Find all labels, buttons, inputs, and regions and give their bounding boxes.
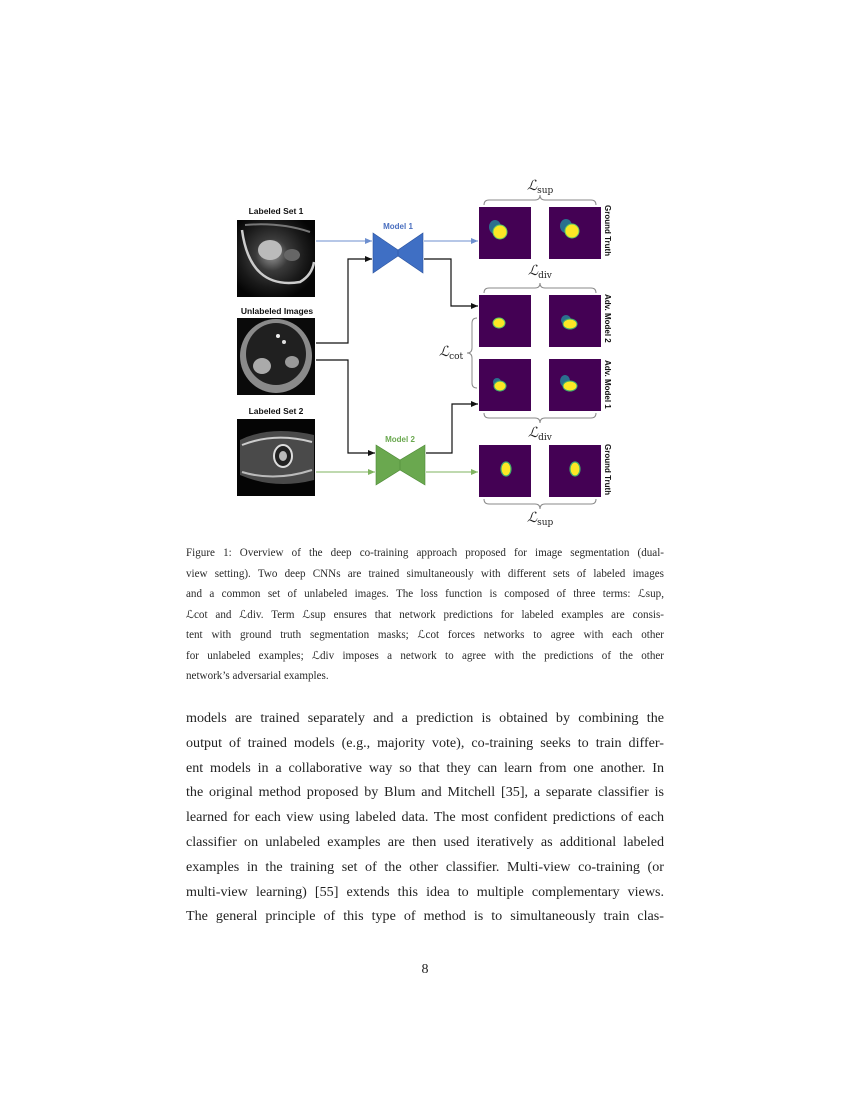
row-label-adv-model-1: Adv. Model 1 [603, 360, 612, 409]
model-1-label: Model 1 [383, 222, 413, 231]
body-line: classifier on unlabeled examples are then used iteratively as additional labeled [186, 833, 664, 850]
row-label-ground-truth-top: Ground Truth [603, 205, 612, 257]
row-label-ground-truth-bottom: Ground Truth [603, 444, 612, 496]
body-line: multi-view learning) [55] extends this idea to multiple complementary views. [186, 883, 664, 900]
body-line: models are trained separately and a prediction is obtained by combining the [186, 710, 664, 726]
model-2-label: Model 2 [385, 435, 415, 444]
caption-line: Figure 1: Overview of the deep co-training approach proposed for image segmentation (dual- [186, 547, 664, 559]
arrow-unlabeled-to-model2 [316, 360, 375, 453]
page-number: 8 [421, 962, 429, 977]
row-ground-truth-bottom [479, 445, 601, 497]
loss-cot: ℒ$_{cot}$ [439, 344, 464, 362]
caption-line: view setting). Two deep CNNs are trained simultaneously with different sets of labeled images [186, 567, 664, 580]
label-labeled-set-2: Labeled Set 2 [248, 406, 304, 416]
arrow-unlabeled-to-model1 [316, 259, 372, 343]
body-line: ent models in a collaborative way so that they can learn from one another. In [186, 759, 664, 776]
row-label-adv-model-2: Adv. Model 2 [603, 294, 612, 343]
model-1 [373, 222, 423, 273]
co-training-diagram [0, 0, 850, 540]
input-labeled-set-1 [237, 206, 315, 297]
row-adv-model-2 [479, 295, 601, 347]
input-unlabeled-images [237, 306, 315, 395]
figure-1 [0, 0, 850, 540]
figure-caption [186, 543, 664, 687]
loss-div-bottom: ℒ$_{div}$ [528, 425, 552, 443]
arrow-model1-to-adv2 [424, 259, 478, 306]
loss-sup-bottom: ℒ$_{sup}$ [527, 510, 554, 528]
label-unlabeled-images: Unlabeled Images [240, 306, 314, 316]
input-labeled-set-2 [237, 406, 315, 496]
body-line: The general principle of this type of method is to simultaneously train clas- [186, 908, 664, 925]
loss-sup-top: ℒ$_{sup}$ [527, 178, 554, 196]
caption-line: network’s adversarial examples. [186, 670, 329, 682]
row-adv-model-1 [479, 359, 601, 411]
body-paragraph [186, 706, 664, 929]
arrow-model2-to-adv1 [426, 404, 478, 453]
body-line: output of trained models (e.g., majority vote), co-training seeks to train differ- [186, 734, 664, 751]
loss-div-top: ℒ$_{div}$ [528, 263, 552, 281]
body-line: examples in the training set of the other classifier. Multi-view co-training (or [186, 858, 664, 875]
body-line: the original method proposed by Blum and Mitchell [35], a separate classifier is [186, 784, 664, 801]
label-labeled-set-1: Labeled Set 1 [248, 206, 304, 216]
body-line: learned for each view using labeled data. The most confident predictions of each [186, 809, 664, 826]
model-2 [376, 435, 425, 485]
caption-line: ℒcot and ℒdiv. Term ℒsup ensures that network predictions for labeled examples are consis- [186, 608, 664, 621]
caption-line: and a common set of unlabeled images. The loss function is composed of three terms: ℒsup, [186, 588, 664, 600]
row-ground-truth-top [479, 207, 601, 259]
caption-line: for unlabeled examples; ℒdiv imposes a network to agree with the predictions of the other [186, 649, 664, 662]
caption-line: tent with ground truth segmentation masks; ℒcot forces networks to agree with each other [186, 629, 664, 641]
